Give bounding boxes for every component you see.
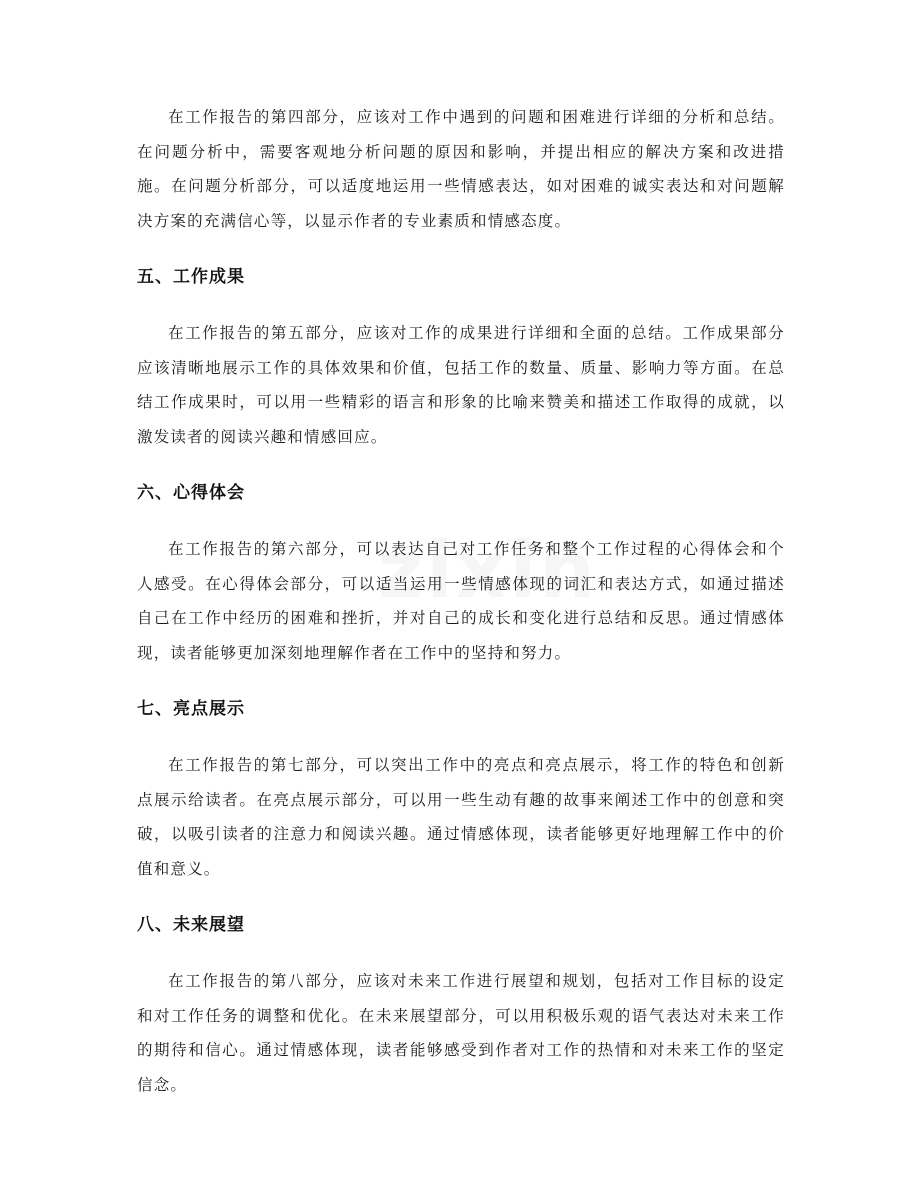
section-body-highlights: 在工作报告的第七部分，可以突出工作中的亮点和亮点展示，将工作的特色和创新点展示给读者。在亮点展示部分，可以用一些生动有趣的故事来阐述工作中的创意和突破，以吸引读者的注意力和阅读兴趣。通过情感体现，读者能够更好地理解工作中的价值和意义。 — [137, 756, 785, 878]
section-body-reflections: 在工作报告的第六部分，可以表达自己对工作任务和整个工作过程的心得体会和个人感受。在心得体会部分，可以适当运用一些情感体现的词汇和表达方式，如通过描述自己在工作中经历的困难和挫折，并对自己的成长和变化进行总结和反思。通过情感体现，读者能够更加深刻地理解作者在工作中的坚持和努力。 — [137, 540, 785, 662]
document-body — [137, 100, 785, 1102]
section-body-results: 在工作报告的第五部分，应该对工作的成果进行详细和全面的总结。工作成果部分应该清晰地展示工作的具体效果和价值，包括工作的数量、质量、影响力等方面。在总结工作成果时，可以用一些精彩的语言和形象的比喻来赞美和描述工作取得的成就，以激发读者的阅读兴趣和情感回应。 — [137, 324, 785, 446]
section-heading-reflections: 六、心得体会 — [137, 483, 245, 503]
section-heading-highlights: 七、亮点展示 — [137, 699, 245, 719]
section-heading-results: 五、工作成果 — [137, 267, 245, 287]
section-body-outlook: 在工作报告的第八部分，应该对未来工作进行展望和规划，包括对工作目标的设定和对工作任务的调整和优化。在未来展望部分，可以用积极乐观的语气表达对未来工作的期待和信心。通过情感体现，读者能够感受到作者对工作的热情和对未来工作的坚定信念。 — [137, 972, 785, 1094]
intro-paragraph: 在工作报告的第四部分，应该对工作中遇到的问题和困难进行详细的分析和总结。在问题分析中，需要客观地分析问题的原因和影响，并提出相应的解决方案和改进措施。在问题分析部分，可以适度地运用一些情感表达，如对困难的诚实表达和对问题解决方案的充满信心等，以显示作者的专业素质和情感态度。 — [137, 108, 785, 230]
section-heading-outlook: 八、未来展望 — [137, 915, 245, 935]
